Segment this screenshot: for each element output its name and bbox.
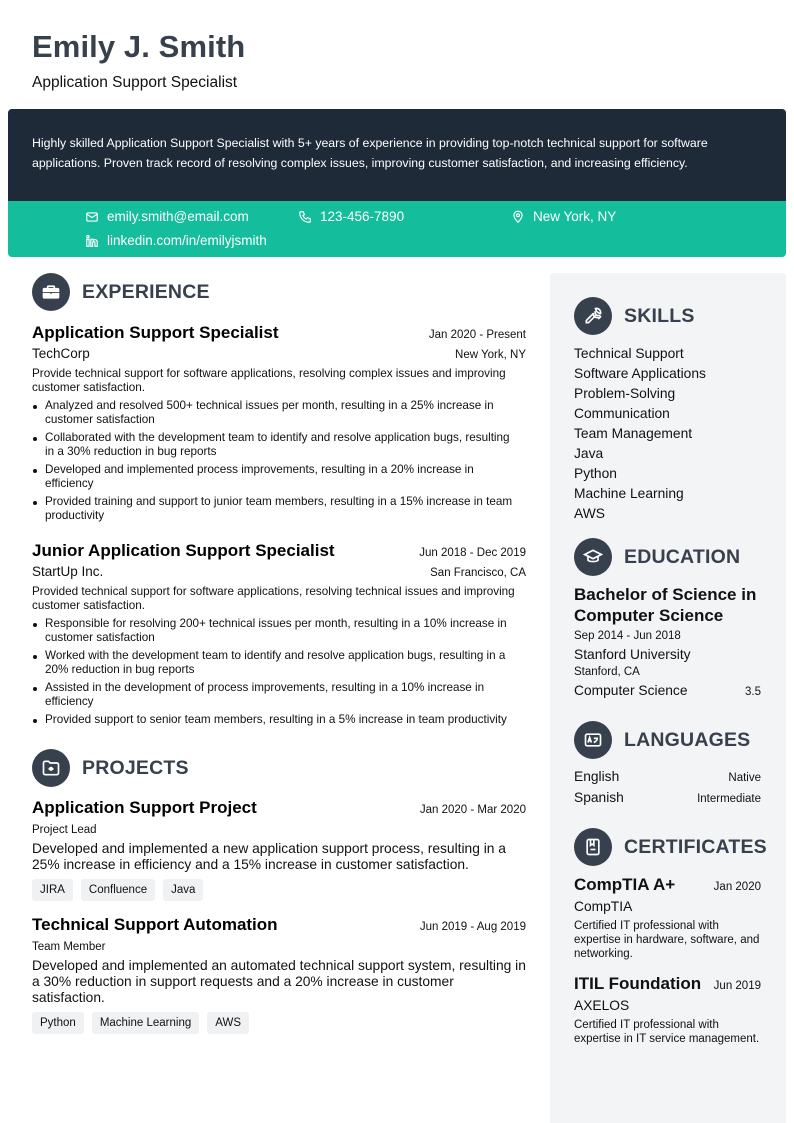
job-description: Provided technical support for software applications, resolving technical issues and improving customer satisfaction.: [32, 585, 515, 612]
language-item: [574, 767, 761, 788]
email-text: emily.smith@email.com: [107, 209, 249, 224]
briefcase-icon: [32, 273, 70, 311]
skill-item: Software Applications: [574, 366, 706, 381]
education-degree: Bachelor of Science in Computer Science: [574, 585, 757, 625]
achievement-item: Analyzed and resolved 500+ technical issues per month, resulting in a 25% increase in customer satisfaction: [45, 399, 526, 427]
job-title: Junior Application Support Specialist: [32, 541, 335, 560]
contact-phone[interactable]: [298, 209, 404, 225]
tag: Confluence: [81, 879, 155, 901]
certificate-date: Jan 2020: [713, 881, 761, 893]
job-achievements: [32, 399, 526, 523]
skills-header: [574, 297, 761, 335]
tag: Machine Learning: [92, 1012, 199, 1034]
job-dates: Jan 2020 - Present: [428, 329, 526, 341]
skills-title: SKILLS: [624, 304, 695, 327]
phone-text: 123-456-7890: [320, 209, 405, 224]
wrench-icon: [574, 297, 612, 335]
linkedin-icon: [85, 234, 99, 248]
education-title: EDUCATION: [624, 545, 741, 568]
job-location: San Francisco, CA: [430, 567, 526, 579]
projects-title: PROJECTS: [82, 756, 189, 779]
language-name: English: [574, 769, 620, 784]
job-company: StartUp Inc.: [32, 564, 104, 579]
education-field-row: [574, 681, 761, 702]
folder-icon: [32, 749, 70, 787]
job-description: Provide technical support for software applications, resolving complex issues and improving customer satisfaction.: [32, 367, 506, 394]
certificate-title: CompTIA A+: [574, 875, 676, 894]
project-role: Project Lead: [32, 824, 97, 836]
education-header: [574, 538, 761, 576]
tag: Python: [32, 1012, 84, 1034]
certificate-description: Certified IT professional with expertise in hardware, software, and networking.: [574, 920, 760, 960]
certificate-entry: [574, 874, 761, 961]
location-text: New York, NY: [533, 209, 617, 224]
languages-title: LANGUAGES: [624, 728, 751, 751]
languages-header: [574, 721, 761, 759]
certificate-description: Certified IT professional with expertise in IT service management.: [574, 1019, 760, 1045]
education-location: Stanford, CA: [574, 666, 640, 678]
experience-title: EXPERIENCE: [82, 280, 210, 303]
main-column: [32, 273, 526, 1034]
achievement-item: Assisted in the development of process improvements, resulting in a 10% increase in efficiency: [45, 681, 526, 709]
education-school: Stanford University: [574, 647, 691, 662]
skill-item: Technical Support: [574, 346, 684, 361]
tag: Java: [163, 879, 203, 901]
project-dates: Jan 2020 - Mar 2020: [419, 804, 526, 816]
achievement-item: Provided training and support to junior team members, resulting in a 15% increase in team productivity: [45, 495, 526, 523]
linkedin-text: linkedin.com/in/emilyjsmith: [107, 233, 267, 248]
achievement-item: Responsible for resolving 200+ technical issues per month, resulting in a 10% increase in customer satisfaction: [45, 617, 526, 645]
summary-banner: [8, 109, 786, 201]
education-dates: Sep 2014 - Jun 2018: [574, 630, 681, 642]
project-description: Developed and implemented a new application support process, resulting in a 25% increase in efficiency and a 15% increase in customer satisfaction.: [32, 841, 506, 872]
language-name: Spanish: [574, 790, 624, 805]
skill-item: Java: [574, 446, 604, 461]
skill-item: Machine Learning: [574, 486, 684, 501]
education-field: Computer Science: [574, 683, 688, 698]
graduation-cap-icon: [574, 538, 612, 576]
projects-header: [32, 749, 526, 787]
map-pin-icon: [511, 210, 525, 224]
project-title: Application Support Project: [32, 798, 257, 817]
job-dates: Jun 2018 - Dec 2019: [419, 547, 526, 559]
certificate-title: ITIL Foundation: [574, 974, 702, 993]
achievement-item: Provided support to senior team members, resulting in a 5% increase in team productivity: [45, 713, 526, 727]
job-company: TechCorp: [32, 346, 90, 361]
language-level: Intermediate: [697, 793, 761, 805]
experience-header: [32, 273, 526, 311]
project-dates: Jun 2019 - Aug 2019: [419, 921, 526, 933]
resume-title: Application Support Specialist: [32, 74, 238, 91]
skill-item: AWS: [574, 506, 605, 521]
skill-item: Team Management: [574, 426, 693, 441]
certificate-entry: [574, 973, 761, 1046]
job-entry: [32, 321, 526, 523]
achievement-item: Collaborated with the development team to identify and resolve application bugs, resulting in a 30% reduction in bug reports: [45, 431, 526, 459]
certificate-date: Jun 2019: [713, 980, 761, 992]
tag: JIRA: [32, 879, 73, 901]
summary-text: Highly skilled Application Support Specialist with 5+ years of experience in providing top-notch technical support for software applications. Proven track record of resolving complex issues, improving customer satisfaction, and increasing efficiency.: [32, 136, 708, 170]
contact-linkedin[interactable]: [85, 233, 267, 249]
languages-list: [574, 767, 761, 809]
tag: AWS: [207, 1012, 249, 1034]
achievement-item: Worked with the development team to identify and resolve application bugs, resulting in a 20% reduction in bug reports: [45, 649, 526, 677]
contact-location: [511, 209, 616, 225]
certificates-header: [574, 828, 767, 866]
skill-item: Problem-Solving: [574, 386, 676, 401]
sidebar-panel: [550, 273, 786, 1123]
job-achievements: [32, 617, 526, 727]
certificate-issuer: CompTIA: [574, 899, 633, 914]
project-tags: [32, 879, 526, 901]
certificates-title: CERTIFICATES: [624, 835, 767, 858]
mail-icon: [85, 210, 99, 224]
project-title: Technical Support Automation: [32, 915, 278, 934]
project-entry: [32, 796, 526, 901]
resume-name: Emily J. Smith: [32, 29, 246, 64]
translate-icon: [574, 721, 612, 759]
job-entry: [32, 539, 526, 727]
contact-email[interactable]: [85, 209, 249, 225]
project-tags: [32, 1012, 526, 1034]
job-location: New York, NY: [455, 349, 526, 361]
project-entry: [32, 913, 526, 1034]
language-level: Native: [728, 772, 761, 784]
achievement-item: Developed and implemented process improvements, resulting in a 20% increase in efficiency: [45, 463, 526, 491]
project-description: Developed and implemented an automated technical support system, resulting in a 30% reduction in support requests and a 20% increase in customer satisfaction.: [32, 958, 526, 1005]
education-gpa: 3.5: [745, 686, 761, 698]
project-role: Team Member: [32, 941, 106, 953]
skill-item: Communication: [574, 406, 670, 421]
skill-item: Python: [574, 466, 617, 481]
skills-list: [574, 344, 761, 524]
job-title: Application Support Specialist: [32, 323, 279, 342]
certificate-issuer: AXELOS: [574, 998, 630, 1013]
certificate-icon: [574, 828, 612, 866]
contact-bar: [8, 201, 786, 257]
language-item: [574, 788, 761, 809]
phone-icon: [298, 210, 312, 224]
